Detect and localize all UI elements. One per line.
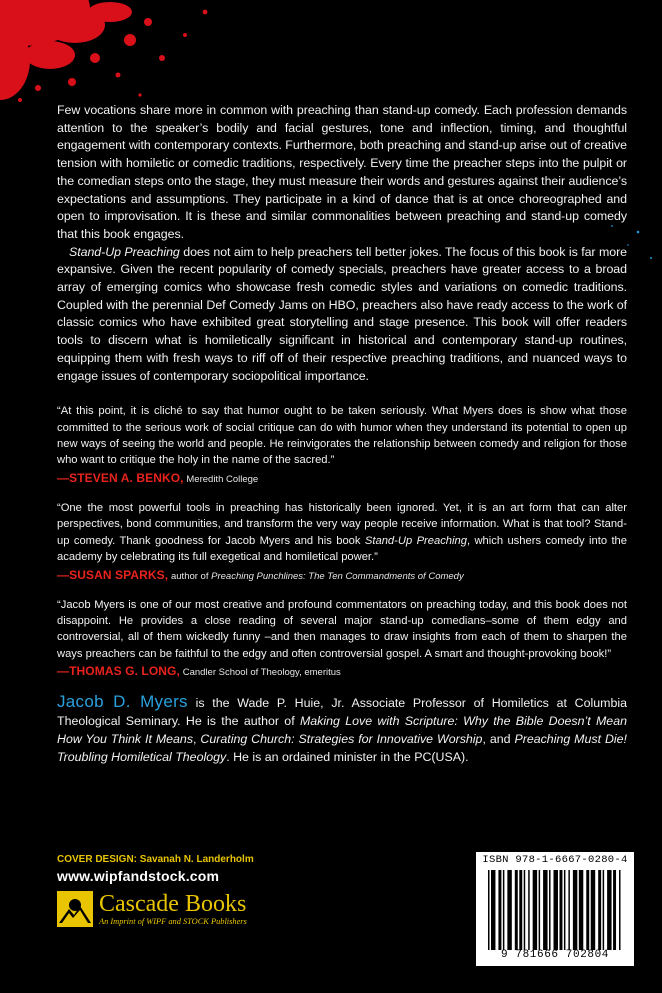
barcode-bar	[528, 870, 529, 950]
author-bio-text: is the Wade P. Huie, Jr. Associate Professor of Homiletics at Columbia Theological Seminary. He is the author of	[57, 696, 627, 729]
author-book-title: Preaching Must Die! Troubling Homiletical Theology	[57, 732, 627, 765]
book-title-italic: Stand-Up Preaching	[69, 244, 180, 259]
barcode-bar	[543, 870, 547, 950]
barcode-bar	[507, 870, 511, 950]
author-name: Jacob D. Myers	[57, 692, 188, 712]
endorser-affiliation	[171, 571, 464, 582]
description-paragraph-1: Few vocations share more in common with preaching than stand-up comedy. Each profession demands attention to the speaker’s bodily and facial gestures, tone and inflection, timing, and thoughtful engagement with contemporary contexts. Furthermore, both preaching and stand-up arise out of creative tension with homiletic or comedic traditions, respectively. Every time the preacher steps into the pulpit or the comedian steps onto the stage, they must measure their words and gestures against their audience’s expectations and assumptions. They participate in a kind of dance that is at once choreographed and open to improvisation. It is these and similar commonalities between preaching and stand-up comedy that this book engages.	[57, 103, 627, 241]
barcode-bar	[549, 870, 550, 950]
author-book-title: Making Love with Scripture: Why the Bible Doesn’t Mean How You Think It Means	[57, 714, 627, 747]
endorsement-attribution	[57, 470, 627, 488]
isbn-barcode	[476, 852, 634, 966]
barcode-bar	[564, 870, 565, 950]
affiliation-book-title: Preaching Punchlines: The Ten Commandments of Comedy	[211, 570, 464, 582]
barcode-bar	[619, 870, 620, 950]
barcode-bars	[488, 870, 622, 950]
barcode-bar	[503, 870, 504, 950]
barcode-digits: 9 781666 702804	[500, 949, 610, 961]
barcode-bar	[498, 870, 501, 950]
barcode-bar	[579, 870, 583, 950]
endorsement-text: “Jacob Myers is one of our most creative and profound commentators on preaching today, and this book does not disappoint. He provides a close reading of several major stand-up comedians–some of them edgy and controversial, all of them wickedly funny –and then manages to draw insights from each of them to sharpen the ways preachers can be faithful to the edgy and often controversial gospel. A smart and thought-provoking book!”	[57, 598, 627, 660]
endorsement-long	[57, 597, 627, 682]
endorsement-benko	[57, 403, 627, 488]
description-paragraph-2-text: does not aim to help preachers tell better jokes. The focus of this book is far more expansive. Given the recent popularity of comedy specials, preachers have greater access to a broad array of emerging comics who showcase fresh comedic styles and variations on comedic traditions. Coupled with the perennial Def Comedy Jams on HBO, preachers also have ready access to the work of classic comics who have exhibited great storytelling and stage presence. This book will offer readers tools to discern what is homiletically significant in historical and contemporary stand-up routines, equipping them with fresh ways to riff off of their respective preaching traditions, and nuanced ways to engage issues of contemporary sociopolitical importance.	[57, 244, 627, 383]
endorser-affiliation: Candler School of Theology, emeritus	[182, 667, 341, 679]
endorsement-sparks	[57, 500, 627, 585]
author-bio-sep: ,	[193, 732, 201, 747]
publisher-name: Cascade Books	[99, 890, 247, 917]
barcode-bar	[568, 870, 569, 950]
endorser-name: —THOMAS G. LONG,	[57, 664, 180, 679]
author-bio-sep: , and	[482, 732, 515, 747]
barcode-bar	[515, 870, 518, 950]
endorsement-attribution	[57, 567, 627, 585]
barcode-bar	[524, 870, 525, 950]
barcode-bar	[519, 870, 522, 950]
isbn-label: ISBN 978-1-6667-0280-4	[482, 854, 628, 866]
barcode-bar	[554, 870, 558, 950]
endorsement-text	[57, 500, 627, 566]
endorsements	[57, 403, 627, 681]
barcode-bar	[586, 870, 589, 950]
description-paragraph-2	[57, 244, 627, 386]
endorser-name: —STEVEN A. BENKO,	[57, 470, 184, 485]
barcode-bar	[598, 870, 601, 950]
affiliation-prefix: author of	[170, 570, 212, 582]
cover-design-credit: COVER DESIGN: Savanah N. Landerholm	[57, 854, 254, 865]
barcode-bar	[607, 870, 611, 950]
endorsement-attribution	[57, 663, 627, 681]
author-bio-text: . He is an ordained minister in the PC(USA).	[226, 750, 469, 765]
endorsement-text-part: , which ushers comedy into the academy by celebrating its full exegetical and homiletical power.”	[57, 534, 628, 564]
barcode-bar	[591, 870, 595, 950]
barcode-bar	[491, 870, 495, 950]
barcode-bar	[559, 870, 562, 950]
barcode-bar	[488, 870, 489, 950]
barcode-bar	[533, 870, 537, 950]
barcode-bar	[573, 870, 577, 950]
endorser-name: —SUSAN SPARKS,	[57, 567, 169, 582]
back-cover-content	[57, 102, 627, 779]
endorsement-text-part: “One the most powerful tools in preaching has historically been ignored. Yet, it is an art form that can alter perspectives, bond communities, and transform the very way people receive information. What is that tool? Stand-up comedy. Thank goodness for Jacob Myers and his book	[57, 501, 627, 547]
endorsement-book-title: Stand-Up Preaching	[364, 534, 467, 547]
barcode-bar	[539, 870, 540, 950]
barcode-bar	[603, 870, 604, 950]
mountain-sun-logo-icon	[57, 891, 93, 927]
publisher-footer	[57, 853, 347, 927]
endorsement-text: “At this point, it is cliché to say that humor ought to be taken seriously. What Myers does is show what those committed to the serious work of social critique can do with humor when they understand its potential to open up new ways of seeing the world and people. He reinvigorates the relationship between comedy and religion for those who want to critique the holy in the name of the sacred.”	[57, 405, 627, 467]
publisher-logo-block	[57, 891, 347, 927]
author-bio	[57, 693, 627, 766]
barcode-bar	[613, 870, 616, 950]
endorser-affiliation: Meredith College	[186, 473, 259, 485]
publisher-imprint: An Imprint of WIPF and STOCK Publishers	[99, 916, 247, 926]
author-book-title: Curating Church: Strategies for Innovative Worship	[200, 732, 483, 747]
publisher-website-link[interactable]: www.wipfandstock.com	[57, 868, 220, 884]
book-description	[57, 102, 627, 385]
